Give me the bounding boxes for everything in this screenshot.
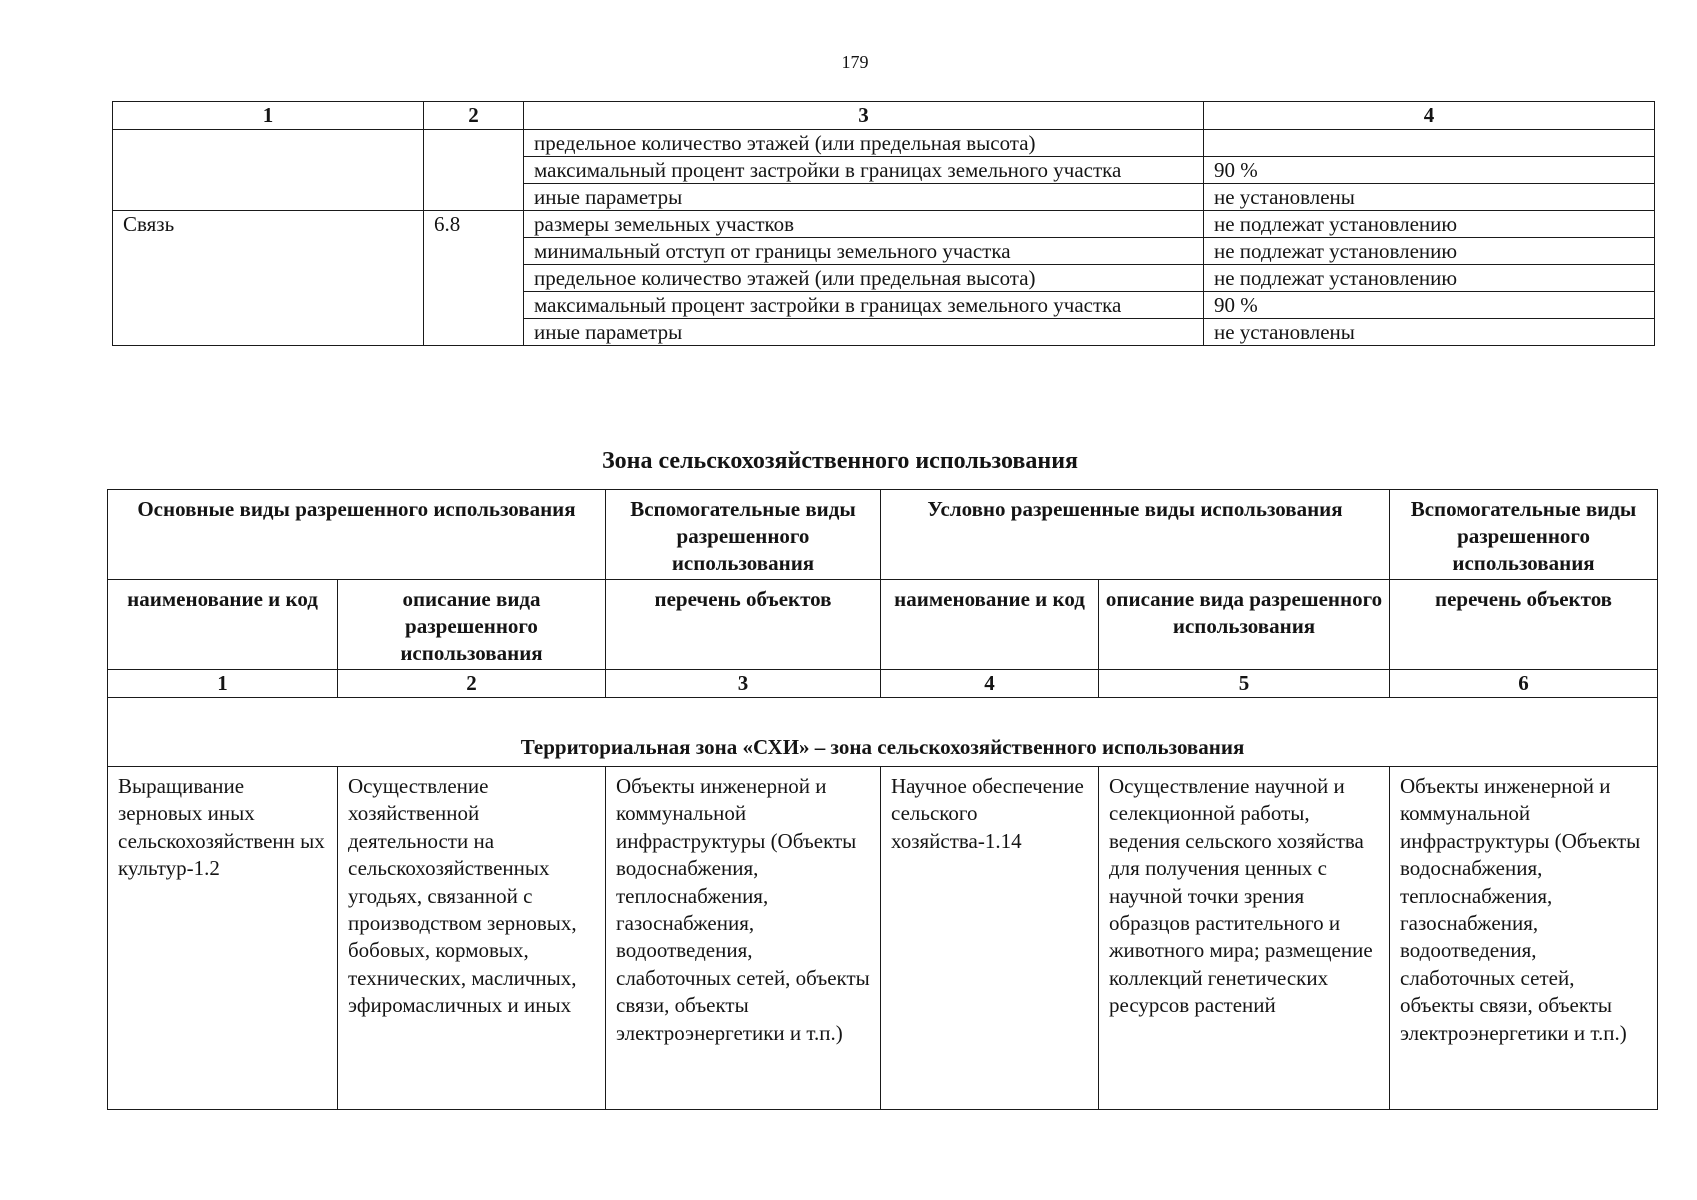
territorial-zone-title: Территориальная зона «СХИ» – зона сельскохозяйственного использования [108,698,1658,767]
column-number-row [108,670,1658,698]
table-header-row [113,102,1655,130]
parameter-name: иные параметры [524,184,1204,211]
parameter-value: не установлены [1204,184,1655,211]
conditional-uses-header: Условно разрешенные виды использования [881,490,1390,580]
description-header: описание вида разрешенного использования [338,580,606,670]
parameter-value: не подлежат установлению [1204,238,1655,265]
parameter-value: не подлежат установлению [1204,265,1655,292]
zone-row [108,698,1658,767]
table-row [113,130,1655,157]
land-use-table [107,489,1658,1110]
parameter-name: иные параметры [524,319,1204,346]
use-type-code: 6.8 [424,211,524,346]
column-number: 6 [1390,670,1658,698]
parameter-name: минимальный отступ от границы земельного участка [524,238,1204,265]
table-row [113,211,1655,238]
table-row [108,767,1658,1110]
section-title: Зона сельскохозяйственного использования [601,448,1079,474]
column-number: 4 [881,670,1099,698]
parameter-value: не установлены [1204,319,1655,346]
column-number: 2 [338,670,606,698]
objects-list: Объекты инженерной и коммунальной инфраструктуры (Объекты водоснабжения, теплоснабжения, газоснабжения, водоотведения, слаботочных сетей, объекты связи, объекты электроэнергетики и т.п.) [606,767,881,1110]
parameter-name: максимальный процент застройки в границах земельного участка [524,157,1204,184]
name-code-header: наименование и код [108,580,338,670]
column-number: 1 [108,670,338,698]
parameters-table [112,101,1655,346]
parameter-name: размеры земельных участков [524,211,1204,238]
aux-uses-header-2: Вспомогательные виды разрешенного использования [1390,490,1658,580]
parameter-value: 90 % [1204,292,1655,319]
parameter-value: не подлежат установлению [1204,211,1655,238]
empty-name-cell [113,130,424,211]
objects-list-header: перечень объектов [606,580,881,670]
parameter-name: предельное количество этажей (или предельная высота) [524,130,1204,157]
empty-code-cell [424,130,524,211]
use-type-name: Связь [113,211,424,346]
parameter-name: предельное количество этажей (или предельная высота) [524,265,1204,292]
objects-list-2: Объекты инженерной и коммунальной инфраструктуры (Объекты водоснабжения, теплоснабжения, газоснабжения, водоотведения, слаботочных сетей, объекты связи, объекты электроэнергетики и т.п.) [1390,767,1658,1110]
column-number: 4 [1204,102,1655,130]
main-uses-header: Основные виды разрешенного использования [108,490,606,580]
column-number: 1 [113,102,424,130]
use-description: Осуществление хозяйственной деятельности на сельскохозяйственных угодьях, связанной с производством зерновых, бобовых, кормовых, технических, масличных, эфиромасличных и иных [338,767,606,1110]
parameter-value: 90 % [1204,157,1655,184]
conditional-use-name-code: Научное обеспечение сельского хозяйства-1.14 [881,767,1099,1110]
column-number: 3 [524,102,1204,130]
page-number: 179 [841,52,869,72]
description-header-2: описание вида разрешенного использования [1099,580,1390,670]
use-name-code: Выращивание зерновых иных сельскохозяйственн ых культур-1.2 [108,767,338,1110]
column-number: 5 [1099,670,1390,698]
column-number: 2 [424,102,524,130]
conditional-use-description: Осуществление научной и селекционной работы, ведения сельского хозяйства для получения ценных с научной точки зрения образцов растительного и животного мира; размещение коллекций генетических ресурсов растений [1099,767,1390,1110]
sub-header-row [108,580,1658,670]
parameter-name: максимальный процент застройки в границах земельного участка [524,292,1204,319]
name-code-header-2: наименование и код [881,580,1099,670]
group-header-row [108,490,1658,580]
parameter-value [1204,130,1655,157]
aux-uses-header: Вспомогательные виды разрешенного использования [606,490,881,580]
column-number: 3 [606,670,881,698]
objects-list-header-2: перечень объектов [1390,580,1658,670]
